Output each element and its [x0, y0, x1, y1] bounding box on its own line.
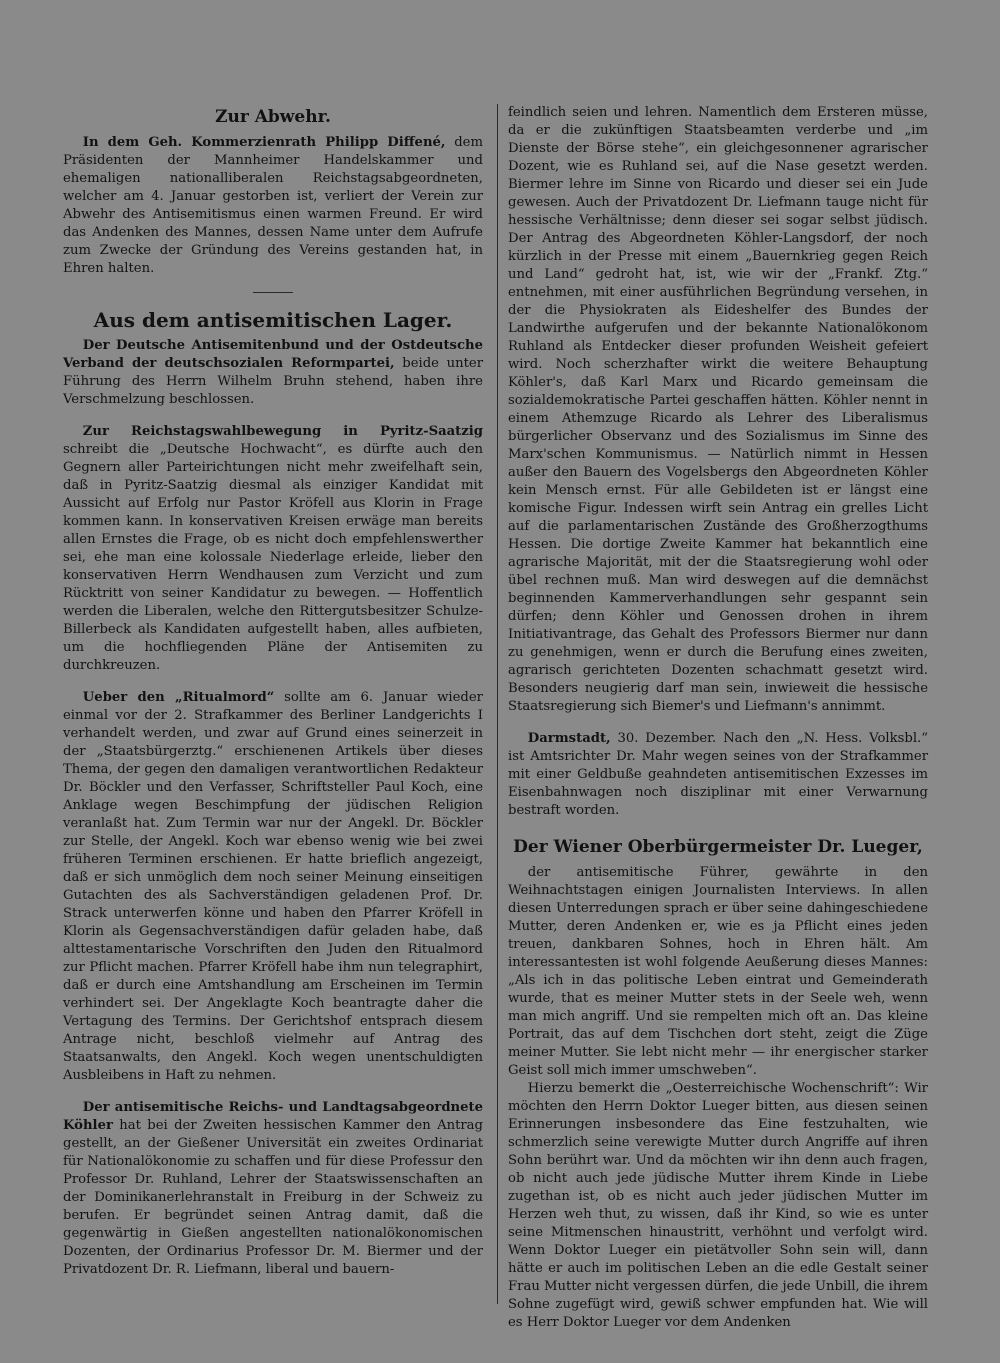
article-headline: Darmstadt, [527, 731, 611, 746]
article-body: schreibt die „Deutsche Hochwacht“, es dürfte auch den Gegnern aller Parteirichtungen nicht mehr zweifelhaft sein, daß in Pyritz-Saatzig diesmal als einziger Kandidat mit Aussicht auf Erfolg nur Pastor Kröfell aus Klorin in Frage kommen kann. In konservativen Kreisen erwäge man bereits allen Ernstes die Frage, ob es nicht doch empfehlenswerther sei, ehe man eine kolossale Niederlage erleide, lieber den konservativen Herrn Wendhausen zum Verzicht und zum Rücktritt von seiner Kandidatur zu bewegen. — Hoffentlich werden die Liberalen, welche den Rittergutsbesitzer Schulze-Billerbeck als Kandidaten aufgestellt haben, alles aufbieten, um die hochfliegenden Pläne der Antisemiten zu durchkreuzen. [63, 442, 483, 673]
section-title-antisemitisches-lager: Aus dem antisemitischen Lager. [93, 308, 453, 332]
article-diffene [63, 134, 483, 278]
article-title-lueger: Der Wiener Oberbürgermeister Dr. Lueger, [513, 837, 923, 857]
article-headline: Ueber den „Ritualmord“ [82, 690, 275, 705]
article-pyritz-saatzig [63, 423, 483, 675]
article-body: beide unter Führung des Herrn Wilhelm Bruhn stehend, haben ihre Verschmelzung beschlossen. [63, 356, 484, 407]
article-ritualmord [63, 689, 483, 1085]
article-headline: In dem Geh. Kommerzienrath Philipp Diffené, [82, 135, 446, 150]
article-headline: Zur Reichstagswahlbewegung in Pyritz-Saatzig [82, 424, 483, 439]
article-headline: Der Deutsche Antisemitenbund und der Ostdeutsche Verband der deutschsozialen Reformpartei, [63, 338, 483, 371]
article-lueger [508, 834, 928, 1332]
article-body: sollte am 6. Januar wieder einmal vor der 2. Strafkammer des Berliner Landgerichts I verhandelt werden, und zwar auf Grund eines seinerzeit in der „Staatsbürgerztg.“ erschienenen Artikels über dieses Thema, der gegen den damaligen verantwortlichen Redakteur Dr. Böckler und den Verfasser, Schriftsteller Paul Koch, eine Anklage wegen Beschimpfung der jüdischen Religion veranlaßt hat. Zum Termin war nur der Angekl. Dr. Böckler zur Stelle, der Angekl. Koch war ebenso wenig wie bei zwei früheren Terminen erschienen. Er hatte brieflich angezeigt, daß er sich unmöglich dem noch seiner Meinung einseitigen Gutachten des als Sachverständigen geladenen Prof. Dr. Strack unterwerfen könne und haben den Pfarrer Kröfell in Klorin als Gegensachverständigen dafür geladen habe, daß alttestamentarische Vorschriften den Juden den Ritualmord zur Pflicht machen. Pfarrer Kröfell habe ihm nun telegraphirt, daß er durch eine Amtshandlung am Erscheinen im Termin verhindert sei. Der Angeklagte Koch beantragte daher die Vertagung des Termins. Der Gerichtshof entsprach diesem Antrage nicht, beschloß vielmehr auf Antrag des Staatsanwalts, den Angekl. Koch wegen unentschuldigten Ausbleibens in Haft zu nehmen. [63, 690, 483, 1083]
article-antisemitenbund [63, 337, 483, 409]
article-body: der antisemitische Führer, gewährte in den Weihnachtstagen einigen Journalisten Interviews. In allen diesen Unterredungen sprach er über seine dahingeschiedene Mutter, deren Andenken er, wie es ja Pflicht eines jeden treuen, dankbaren Sohnes, hoch in Ehren hält. Am interessantesten ist wohl folgende Aeußerung dieses Mannes: „Als ich in das politische Leben eintrat und Gemeinderath wurde, that es meiner Mutter stets in der Seele weh, wenn man mich angriff. Und sie rempelten mich oft an. Das kleine Portrait, das auf dem Tischchen dort steht, zeigt die Züge meiner Mutter. Sie lebt nicht mehr — ihr energischer starker Geist soll mich immer umschweben“. [508, 865, 928, 1078]
article-body-continued: Hierzu bemerkt die „Oesterreichische Wochenschrift“: Wir möchten den Herrn Doktor Lueger bitten, aus diesen seinen Erinnerungen insbesondere das Eine festzuhalten, wie schmerzlich seine verewigte Mutter durch Angriffe auf ihren Sohn berührt war. Und da möchten wir ihn denn auch fragen, ob nicht auch jede jüdische Mutter ihrem Kinde in Liebe zugethan ist, ob es nicht auch jeder jüdischen Mutter im Herzen weh thut, zu wissen, daß ihr Kind, so wie es unter seine Mitmenschen hinaustritt, verhöhnt und verfolgt wird. Wenn Doktor Lueger ein pietätvoller Sohn sein will, dann hätte er auch im politischen Leben an die edle Gestalt seiner Frau Mutter nicht vergessen dürfen, die jede Unbill, die ihrem Sohne zugefügt wird, gewiß schwer empfunden hat. Wie will es Herr Doktor Lueger vor dem Andenken [508, 1081, 928, 1330]
right-column [508, 104, 928, 1346]
article-body: hat bei der Zweiten hessischen Kammer den Antrag gestellt, an der Gießener Universität ein zweites Ordinariat für Nationalökonomie zu schaffen und für diese Professur den Professor Dr. Ruhland, Lehrer der Staatswissenschaften an der Dominikanerlehranstalt in Freiburg in der Schweiz zu berufen. Er begründet seinen Antrag damit, daß die gegenwärtig in Gießen angestellten nationalökonomischen Dozenten, der Ordinarius Professor Dr. M. Biermer und der Privatdozent Dr. R. Liefmann, liberal und bauern- [63, 1118, 483, 1277]
article-koehler [63, 1099, 483, 1279]
article-darmstadt [508, 730, 928, 820]
article-headline: Der antisemitische Reichs- und Landtagsabgeordnete Köhler [63, 1100, 483, 1133]
column-rule [497, 104, 498, 1304]
section-divider [253, 292, 293, 293]
section-title-zur-abwehr: Zur Abwehr. [215, 107, 331, 127]
article-body: feindlich seien und lehren. Namentlich dem Ersteren müsse, da er die zukünftigen Staatsbeamten verderbe und „im Dienste der Börse stehe“, ein gleichgesonnener agrarischer Dozent, wie es Ruhland sei, auf die Nase gesetzt werden. Biermer lehre im Sinne von Ricardo und dieser sei ein Jude gewesen. Auch der Privatdozent Dr. Liefmann tauge nicht für hessische Verhältnisse; denn dieser sei sogar selbst jüdisch. Der Antrag des Abgeordneten Köhler-Langsdorf, der noch kürzlich in der Presse mit einem „Bauernkrieg gegen Reich und Land“ gedroht hat, ist, wie wir der „Frankf. Ztg.“ entnehmen, mit einer ausführlichen Begründung versehen, in der die Physiokraten als Eideshelfer des Bundes der Landwirthe aufgerufen und der bekannte Nationalökonom Ruhland als Entdecker dieser profunden Weisheit gefeiert wird. Noch scherzhafter wirkt die weitere Behauptung Köhler's, daß Karl Marx und Ricardo gemeinsam die sozialdemokratische Partei geschaffen hätten. Köhler nennt in einem Athemzuge Ricardo als Lehrer des Liberalismus bürgerlicher Observanz und des Sozialismus im Sinne des Marx'schen Kommunismus. — Natürlich nimmt in Hessen außer den Bauern des Vogelsbergs den Abgeordneten Köhler kein Mensch ernst. Für alle Gebildeten ist er längst eine komische Figur. Indessen wirft sein Antrag ein grelles Licht auf die parlamentarischen Zustände des Großherzogthums Hessen. Die dortige Zweite Kammer hat bekanntlich eine agrarische Majorität, mit der die Staatsregierung wohl oder übel rechnen muß. Man wird deswegen auf die demnächst beginnenden Kammerverhandlungen sehr gespannt sein dürfen; denn Köhler und Genossen drohen in ihrem Initiativantrage, das Gehalt des Professors Biermer nur dann zu genehmigen, wenn er durch die Berufung eines zweiten, agrarisch gerichteten Dozenten schachmatt gesetzt wird. Besonders neugierig darf man sein, inwieweit die hessische Staatsregierung sich Biemer's und Liefmann's annimmt. [508, 105, 928, 714]
article-body: 30. Dezember. Nach den „N. Hess. Volksbl.“ ist Amtsrichter Dr. Mahr wegen seines von der Strafkammer mit einer Geldbuße geahndeten antisemitischen Exzesses im Eisenbahnwagen noch disziplinar mit einer Verwarnung bestraft worden. [508, 731, 928, 818]
left-column [63, 104, 483, 1293]
article-koehler-continued [508, 104, 928, 716]
article-body: dem Präsidenten der Mannheimer Handelskammer und ehemaligen nationalliberalen Reichstagsabgeordneten, welcher am 4. Januar gestorben ist, verliert der Verein zur Abwehr des Antisemitismus einen warmen Freund. Er wird das Andenken des Mannes, dessen Name unter dem Aufrufe zum Zwecke der Gründung des Vereins gestanden hat, in Ehren halten. [63, 135, 483, 276]
